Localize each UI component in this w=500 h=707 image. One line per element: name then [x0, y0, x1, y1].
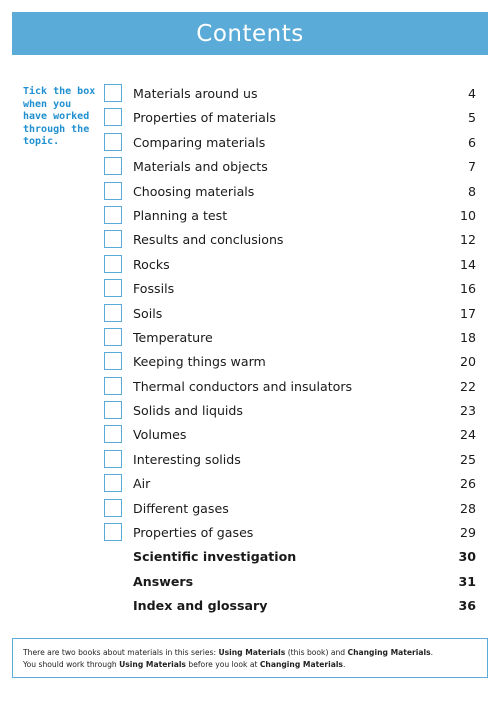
note-text: There are two books about materials in this series:	[23, 648, 219, 657]
table-of-contents	[104, 82, 476, 619]
toc-row	[104, 228, 476, 252]
page-number: 30	[458, 549, 476, 565]
topic-checkbox[interactable]	[104, 377, 122, 395]
topic-checkbox[interactable]	[104, 108, 122, 126]
page-number: 24	[459, 427, 476, 443]
page-number: 16	[459, 281, 476, 297]
toc-row	[104, 204, 476, 228]
page-number: 20	[459, 354, 476, 370]
topic-checkbox[interactable]	[104, 206, 122, 224]
topic-checkbox[interactable]	[104, 499, 122, 517]
topic-checkbox[interactable]	[104, 157, 122, 175]
note-text: before you look at	[185, 659, 260, 669]
topic-checkbox[interactable]	[104, 182, 122, 200]
toc-row	[104, 180, 476, 204]
note-line-2	[23, 659, 477, 671]
note-text: .	[342, 659, 346, 669]
toc-row	[104, 472, 476, 496]
topic-title: Properties of gases	[133, 525, 254, 541]
topic-checkbox[interactable]	[104, 425, 122, 443]
topic-title: Answers	[133, 573, 194, 589]
topic-checkbox[interactable]	[104, 352, 122, 370]
topic-title: Fossils	[133, 281, 175, 297]
page-number: 14	[459, 256, 476, 272]
topic-title: Index and glossary	[133, 598, 268, 614]
series-note	[12, 638, 488, 678]
topic-title: Different gases	[133, 500, 229, 516]
toc-row	[104, 399, 476, 423]
contents-header	[12, 12, 488, 55]
page-number: 31	[458, 573, 476, 589]
toc-row	[104, 423, 476, 447]
page-number: 23	[459, 403, 476, 419]
toc-row	[104, 155, 476, 179]
note-book-title: Changing Materials	[347, 648, 431, 657]
toc-row	[104, 106, 476, 130]
tick-instruction: Tick the box when you have worked through the topic.	[23, 86, 96, 147]
toc-row	[104, 375, 476, 399]
toc-row	[104, 594, 476, 618]
topic-title: Temperature	[133, 329, 213, 345]
page-number: 10	[459, 207, 476, 223]
topic-title: Choosing materials	[133, 183, 255, 199]
page-number: 18	[459, 329, 476, 345]
page-number: 29	[459, 525, 476, 541]
topic-title: Comparing materials	[133, 134, 266, 150]
page-number: 22	[459, 378, 476, 394]
page-number: 7	[467, 159, 476, 175]
toc-row	[104, 82, 476, 106]
topic-title: Air	[133, 476, 151, 492]
page-title: Contents	[196, 20, 304, 47]
topic-title: Volumes	[133, 427, 187, 443]
topic-checkbox[interactable]	[104, 133, 122, 151]
page-number: 6	[467, 134, 476, 150]
note-text: .	[430, 648, 434, 657]
topic-title: Results and conclusions	[133, 232, 284, 248]
toc-row	[104, 570, 476, 594]
page-number: 12	[459, 232, 476, 248]
topic-checkbox[interactable]	[104, 450, 122, 468]
page-number: 8	[467, 183, 476, 199]
toc-row	[104, 131, 476, 155]
topic-checkbox[interactable]	[104, 230, 122, 248]
toc-row	[104, 253, 476, 277]
note-text: (this book) and	[285, 648, 348, 657]
note-book-title: Using Materials	[119, 659, 186, 669]
page-number: 26	[459, 476, 476, 492]
topic-title: Rocks	[133, 256, 170, 272]
toc-row	[104, 448, 476, 472]
topic-checkbox[interactable]	[104, 84, 122, 102]
note-book-title: Changing Materials	[259, 659, 343, 669]
note-book-title: Using Materials	[218, 648, 286, 657]
toc-row	[104, 497, 476, 521]
note-text: You should work through	[23, 659, 120, 669]
topic-checkbox[interactable]	[104, 304, 122, 322]
toc-row	[104, 326, 476, 350]
toc-row	[104, 545, 476, 569]
topic-title: Properties of materials	[133, 110, 276, 126]
topic-title: Materials and objects	[133, 159, 268, 175]
topic-title: Solids and liquids	[133, 403, 243, 419]
page-number: 4	[467, 86, 476, 101]
page-number: 25	[459, 451, 476, 467]
toc-row	[104, 350, 476, 374]
toc-row	[104, 521, 476, 545]
topic-title: Keeping things warm	[133, 354, 266, 370]
topic-title: Planning a test	[133, 207, 228, 223]
topic-title: Soils	[133, 305, 163, 321]
topic-checkbox[interactable]	[104, 523, 122, 541]
topic-checkbox[interactable]	[104, 255, 122, 273]
page-number: 17	[459, 305, 476, 321]
page-number: 36	[458, 598, 476, 614]
topic-title: Scientific investigation	[133, 549, 297, 565]
topic-checkbox[interactable]	[104, 474, 122, 492]
topic-checkbox[interactable]	[104, 401, 122, 419]
topic-title: Materials around us	[133, 86, 258, 101]
topic-checkbox[interactable]	[104, 328, 122, 346]
page-number: 5	[467, 110, 476, 126]
toc-row	[104, 302, 476, 326]
note-line-1	[23, 647, 477, 659]
topic-title: Thermal conductors and insulators	[133, 378, 353, 394]
topic-title: Interesting solids	[133, 451, 241, 467]
toc-row	[104, 277, 476, 301]
topic-checkbox[interactable]	[104, 279, 122, 297]
page-number: 28	[459, 500, 476, 516]
